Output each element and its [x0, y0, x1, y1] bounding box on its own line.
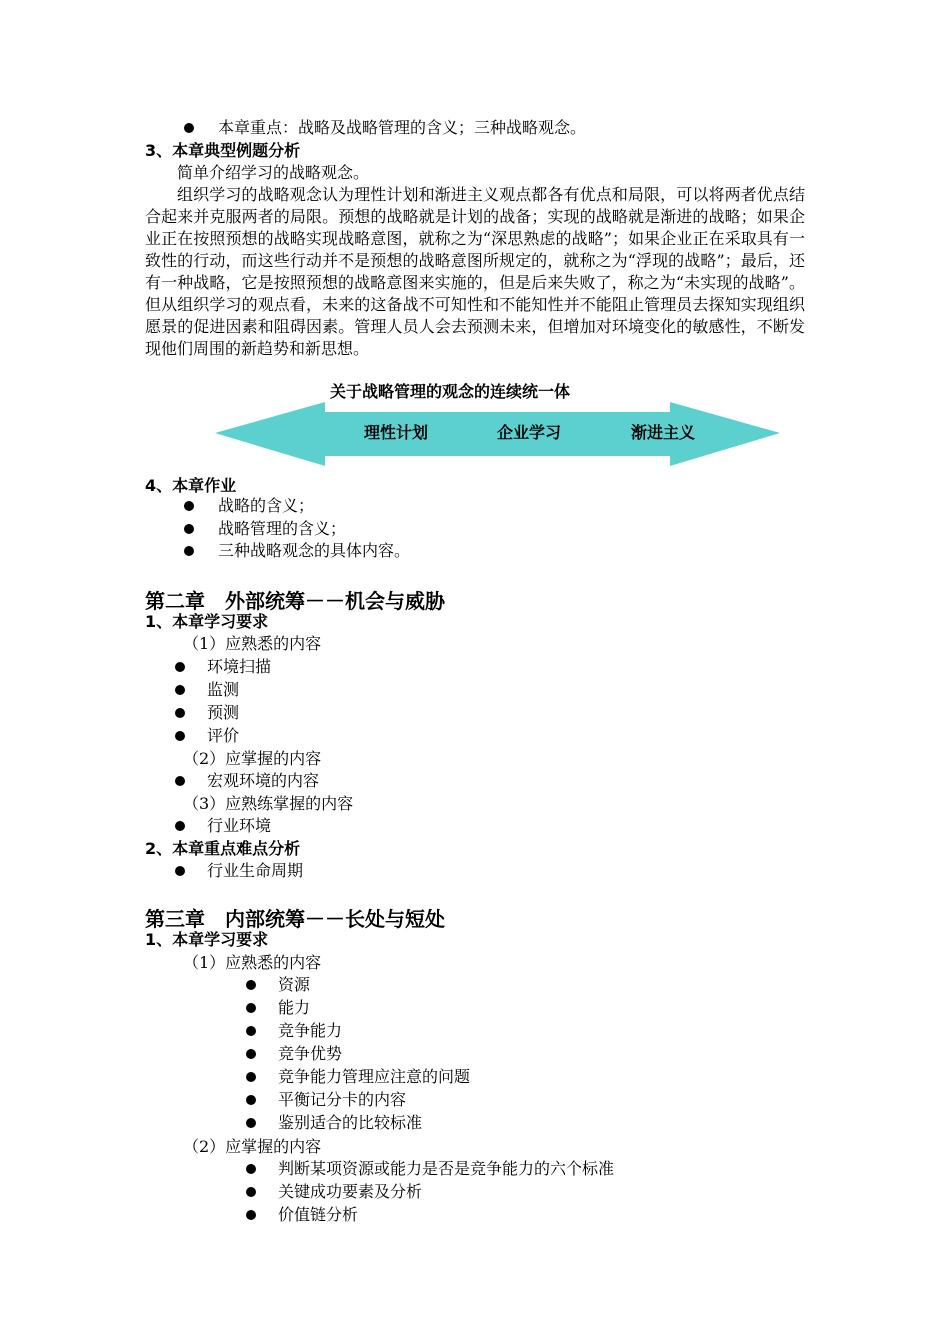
subsection-title: （2）应掌握的内容: [183, 1137, 322, 1156]
list-item: 竞争能力管理应注意的问题: [278, 1067, 471, 1086]
subsection-title: （1）应熟悉的内容: [183, 953, 322, 972]
bullet-icon: [175, 662, 185, 672]
subsection-title: （3）应熟练掌握的内容: [183, 794, 354, 813]
list-item: 行业生命周期: [207, 861, 304, 880]
bullet-icon: [175, 731, 185, 741]
bullet-icon: [246, 1095, 256, 1105]
list-item: 预测: [207, 703, 240, 722]
list-item: 环境扫描: [207, 657, 272, 676]
bullet-icon: [246, 1003, 256, 1013]
example-paragraph: 组织学习的战略观念认为理性计划和渐进主义观点都各有优点和局限，可以将两者优点结合起来并克服两者的局限。预想的战略就是计划的战备；实现的战略就是渐进的战略；如果企业正在按照预想的战略实现战略意图，就称之为“深思熟虑的战略”；如果企业正在采取具有一致性的行动，而这些行动并不是预想的战略意图所规定的，就称之为“浮现的战略”；最后，还有一种战略，它是按照预想的战略意图来实施的，但是后来失败了，称之为“未实现的战略”。但从组织学习的观点看，未来的这备战不可知性和不能知性并不能阻止管理员去探知实现组织愿景的促进因素和阻碍因素。管理人员人会去预测未来，但增加对环境变化的敏感性，不断发现他们周围的新趋势和新思想。: [145, 185, 805, 358]
bullet-icon: [184, 123, 194, 133]
list-item: 资源: [278, 975, 311, 994]
bullet-icon: [175, 821, 185, 831]
bullet-icon: [246, 1118, 256, 1128]
section-title: 1、本章学习要求: [145, 930, 269, 949]
section-title: 3、本章典型例题分析: [145, 141, 301, 160]
list-item: 竞争能力: [278, 1021, 343, 1040]
list-item: 三种战略观念的具体内容。: [218, 541, 411, 560]
list-item: 监测: [207, 680, 240, 699]
list-item: 竞争优势: [278, 1044, 343, 1063]
list-item: 宏观环境的内容: [207, 771, 320, 790]
section-title: 2、本章重点难点分析: [145, 839, 301, 858]
bullet-icon: [246, 980, 256, 990]
bullet-icon: [184, 524, 194, 534]
diagram-label: 企业学习: [497, 423, 562, 442]
section-title: 1、本章学习要求: [145, 612, 269, 631]
bullet-icon: [246, 1164, 256, 1174]
bullet-icon: [175, 776, 185, 786]
bullet-icon: [246, 1026, 256, 1036]
section-intro: 简单介绍学习的战略观念。: [177, 163, 370, 182]
subsection-title: （1）应熟悉的内容: [183, 634, 322, 653]
subsection-title: （2）应掌握的内容: [183, 749, 322, 768]
chapter-title: 第三章 内部统筹－－长处与短处: [145, 907, 445, 931]
bullet-icon: [246, 1049, 256, 1059]
diagram-title: 关于战略管理的观念的连续统一体: [330, 382, 571, 401]
list-item: 战略管理的含义；: [218, 519, 347, 538]
bullet-icon: [246, 1187, 256, 1197]
list-item: 鉴别适合的比较标准: [278, 1113, 423, 1132]
diagram-label: 理性计划: [364, 423, 429, 442]
bullet-icon: [184, 501, 194, 511]
section-title: 4、本章作业: [145, 476, 237, 495]
bullet-icon: [175, 685, 185, 695]
bullet-icon: [175, 866, 185, 876]
list-item: 战略的含义；: [218, 496, 315, 515]
bullet-icon: [246, 1072, 256, 1082]
bullet-icon: [184, 546, 194, 556]
chapter-focus: 本章重点：战略及战略管理的含义；三种战略观念。: [218, 118, 587, 137]
list-item: 平衡记分卡的内容: [278, 1090, 407, 1109]
list-item: 能力: [278, 998, 311, 1017]
list-item: 判断某项资源或能力是否是竞争能力的六个标准: [278, 1159, 615, 1178]
list-item: 评价: [207, 726, 240, 745]
list-item: 关键成功要素及分析: [278, 1182, 423, 1201]
continuum-diagram: [215, 400, 780, 470]
list-item: 行业环境: [207, 816, 272, 835]
chapter-title: 第二章 外部统筹－－机会与威胁: [145, 589, 445, 613]
bullet-icon: [175, 708, 185, 718]
list-item: 价值链分析: [278, 1205, 359, 1224]
bullet-icon: [246, 1210, 256, 1220]
diagram-label: 渐进主义: [631, 423, 696, 442]
